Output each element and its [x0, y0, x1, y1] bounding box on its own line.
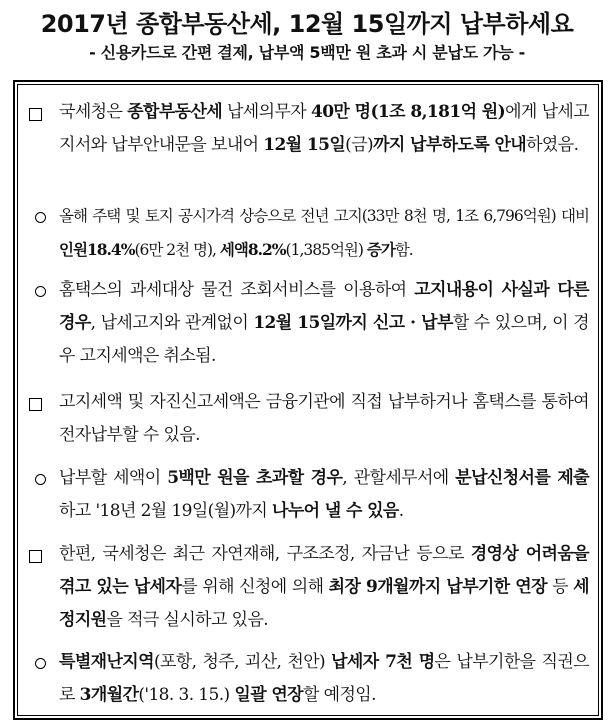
body-text: 함. [394, 241, 413, 259]
body-text: 납세의무자 [222, 102, 311, 122]
emphasis-text: 세액8.2% [219, 240, 286, 259]
circle-bullet-icon [35, 286, 46, 297]
emphasis-text: 일괄 연장 [234, 685, 303, 705]
emphasis-text: 인원18.4% [59, 240, 135, 259]
emphasis-text: 40만 명 [310, 102, 371, 122]
emphasis-text: 12월 15일 [263, 135, 346, 155]
emphasis-text: 까지 납부하도록 안내 [373, 135, 527, 155]
square-bullet-icon [29, 108, 42, 121]
emphasis-text: 고지내용이 사실과 다른 경우 [59, 280, 589, 333]
body-text: 하고 '18년 2월 19일(월)까지 [59, 501, 273, 521]
emphasis-text: 12월 15일까지 신고 · 납부 [253, 313, 453, 333]
paragraph-text [59, 386, 589, 452]
body-text: 홈택스의 과세대상 물건 조회서비스를 이용하여 [59, 280, 415, 300]
body-text: (6만 2천 명), [134, 241, 220, 259]
body-text: , 납세고지와 관계없이 [90, 313, 254, 333]
body-text: 등 [546, 577, 574, 597]
emphasis-text: 분납신청서를 제출 [455, 468, 589, 488]
page-subtitle: - 신용카드로 간편 결제, 납부액 5백만 원 초과 시 분납도 가능 - [89, 43, 525, 62]
body-text: 한편, 국세청은 최근 자연재해, 구조조정, 자금난 등으로 [59, 544, 471, 564]
body-text: 할 수 있으며, 이 경우 고지세액은 취소됨. [59, 313, 589, 366]
body-text: (1,385억원) [285, 241, 367, 259]
body-text: 은 납부기한을 직권으로 [59, 652, 589, 705]
body-text: . [398, 501, 404, 521]
body-text: 국세청은 [59, 102, 128, 122]
body-text: 를 위해 신청에 의해 [181, 577, 329, 597]
circle-bullet-icon [35, 474, 46, 485]
body-text: 납부할 세액이 [59, 468, 168, 488]
emphasis-text: 증가 [366, 240, 395, 259]
body-text: 올해 주택 및 토지 공시가격 상승으로 전년 고지(33만 8천 명, 1조 6,796억원) 대비 [59, 207, 589, 225]
paragraph-text [59, 462, 589, 528]
emphasis-text: 5백만 원을 초과할 경우 [167, 468, 343, 488]
emphasis-text: 나누어 낼 수 있음 [272, 501, 399, 521]
emphasis-text: 종합부동산세 [127, 102, 223, 122]
emphasis-text: 3개월간 [79, 685, 139, 705]
content-box [13, 80, 603, 720]
square-bullet-icon [29, 550, 42, 563]
paragraph-text [59, 274, 589, 373]
body-text: 하였음. [526, 135, 579, 155]
body-text: , 관할세무서에 [342, 468, 456, 488]
body-text: 을 적극 실시하고 있음. [106, 610, 269, 630]
paragraph-text [59, 646, 589, 712]
emphasis-text: 납세자 7천 명 [331, 652, 435, 672]
body-text: 에게 납세고지서와 납부안내문을 보내어 [59, 102, 590, 155]
circle-bullet-icon [35, 658, 46, 669]
emphasis-text: (1조 8,181억 원) [370, 102, 506, 122]
paragraph-text [59, 96, 589, 162]
emphasis-text: 세정지원 [59, 577, 589, 630]
body-text: (금) [345, 135, 374, 155]
emphasis-text: 특별재난지역 [59, 652, 154, 672]
circle-bullet-icon [35, 212, 46, 223]
body-text: 고지세액 및 자진신고세액은 금융기관에 직접 납부하거나 홈택스를 통하여 전자납부할 수 있음. [59, 392, 589, 445]
paragraph-text [59, 538, 589, 637]
emphasis-text: 경영상 어려움을 겪고 있는 납세자 [59, 544, 590, 597]
emphasis-text: 최장 9개월까지 납부기한 연장 [328, 577, 547, 597]
square-bullet-icon [29, 398, 42, 411]
page-title: 2017년 종합부동산세, 12월 15일까지 납부하세요 [40, 10, 574, 38]
body-text: (포항, 청주, 괴산, 천안) [153, 652, 332, 672]
body-text: ('18. 3. 15.) [138, 685, 235, 705]
paragraph-text [59, 200, 589, 267]
body-text: 할 예정임. [303, 685, 376, 705]
